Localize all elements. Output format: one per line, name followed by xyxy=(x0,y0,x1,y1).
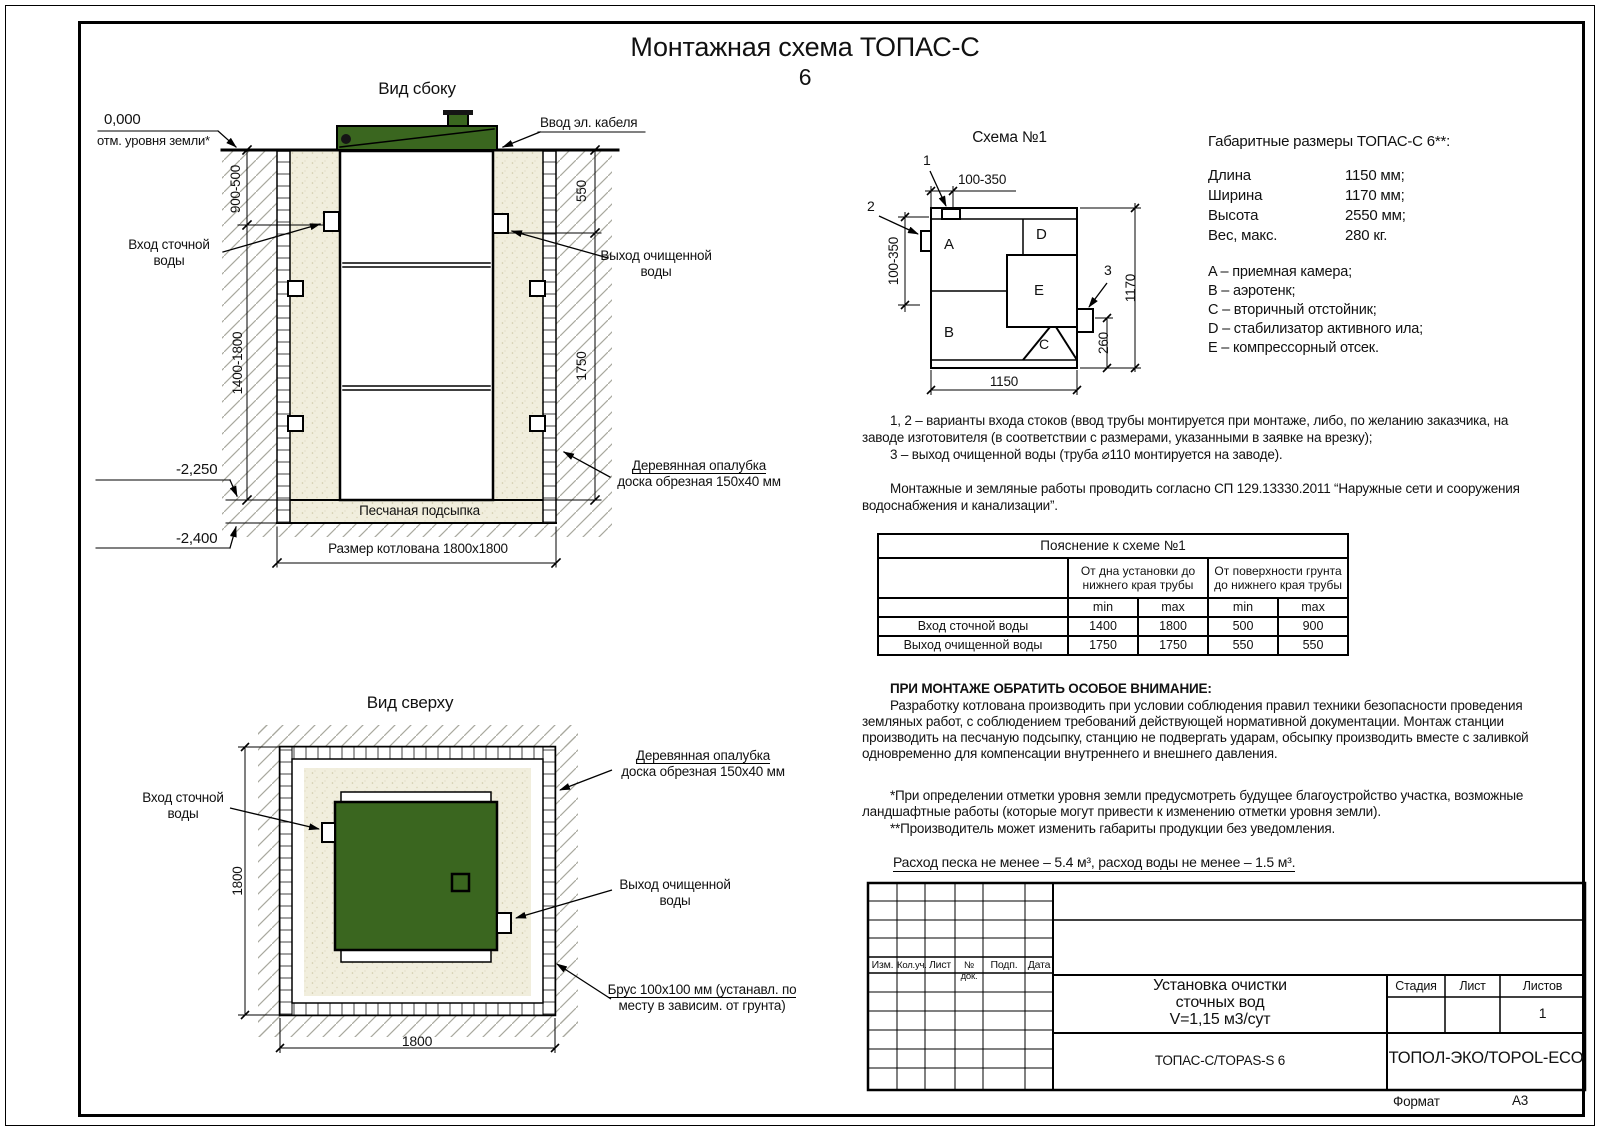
stamp-col-podp: Подп. xyxy=(990,959,1018,971)
legend-a: A – приемная камера; xyxy=(1208,264,1352,280)
mark-2400-label: -2,400 xyxy=(176,530,218,547)
formwork-right xyxy=(543,151,556,523)
outlet-port-top xyxy=(497,913,511,933)
timber-label: Брус 100х100 мм (устанавл. по месту в зависим. от грунта) xyxy=(607,982,797,1013)
attention-line1: Разработку котлована производить при условии соблюдения правил техники безопасности проведения xyxy=(890,698,1523,713)
formwork-left xyxy=(277,151,290,523)
footnote-line1: *При определении отметки уровня земли предусмотреть будущее благоустройство участка, возможные xyxy=(890,788,1524,803)
sheet-title-number: 6 xyxy=(798,64,812,90)
compartment-c-label: C xyxy=(1039,336,1049,352)
note2-line2: водоснабжения и канализации”. xyxy=(862,498,1058,513)
legend-b: B – аэротенк; xyxy=(1208,283,1296,299)
stamp-sheets-header: Листов xyxy=(1522,979,1563,993)
stamp-model: ТОПАС-С/TOPAS-S 6 xyxy=(1154,1053,1286,1068)
stamp-sheet-header: Лист xyxy=(1459,979,1486,993)
sheet-title: Монтажная схема ТОПАС-С xyxy=(630,32,980,62)
dims-block-title: Габаритные размеры ТОПАС-С 6**: xyxy=(1208,133,1451,150)
schema-port-2 xyxy=(921,231,931,251)
outlet-label: Выход очищенной воды xyxy=(600,248,712,279)
callout-1: 1 xyxy=(923,152,931,168)
dim-1400-1800: 1400-1800 xyxy=(230,331,246,395)
stamp-col-data: Дата xyxy=(1027,959,1051,971)
mark-2250-label: -2,250 xyxy=(176,461,218,478)
note2-line1: Монтажные и земляные работы проводить согласно СП 129.13330.2011 “Наружные сети и сооружения xyxy=(890,481,1520,496)
inlet-port-top xyxy=(322,823,335,842)
legend-d: D – стабилизатор активного ила; xyxy=(1208,321,1423,337)
vent-stub xyxy=(448,114,468,126)
schema-dim-right: 1170 xyxy=(1123,273,1139,303)
table-min2: min xyxy=(1208,598,1278,617)
stamp-col-ndok: № док. xyxy=(960,960,978,983)
stamp-col-izm: Изм. xyxy=(871,959,894,971)
doc-title-line2: сточных вод xyxy=(1175,994,1265,1011)
dim-row-length: Длина 1150 мм; xyxy=(1208,167,1405,184)
table-group2-header: От поверхности грунта до нижнего края трубы xyxy=(1208,558,1348,598)
tank-body xyxy=(340,151,493,500)
stamp-col-list: Лист xyxy=(928,959,951,971)
lid-knob xyxy=(341,134,351,144)
dim-row-weight: Вес, макс. 280 кг. xyxy=(1208,227,1388,244)
table-max1: max xyxy=(1138,598,1208,617)
note1-line1: 1, 2 – варианты входа стоков (ввод трубы монтируется при монтаже, либо, по желанию заказчика, на xyxy=(890,413,1509,428)
lid-hatch-square xyxy=(452,874,469,891)
dim-row-height: Высота 2550 мм; xyxy=(1208,207,1406,224)
stamp-company: ТОПОЛ-ЭКО/TOPOL-ECO xyxy=(1388,1049,1584,1067)
attention-line3: производить на песчаную подсыпку, станцию не подвергать ударам, обсыпку производить вместе с заливкой xyxy=(862,730,1529,745)
dim-1800-horizontal: 1800 xyxy=(401,1033,433,1049)
compartment-e-label: E xyxy=(1034,282,1044,299)
side-view-title: Вид сбоку xyxy=(378,79,456,98)
pit-size-label: Размер котлована 1800х1800 xyxy=(328,541,508,556)
table-min1: min xyxy=(1068,598,1138,617)
explanation-table xyxy=(877,533,1349,656)
consumption-note: Расход песка не менее – 5.4 м³, расход воды не менее – 1.5 м³. xyxy=(893,854,1296,870)
note1-line2: заводе изготовителя (в соответствии с размерами, указанными в заявке на врезку); xyxy=(862,430,1373,445)
schema-dim-bottom: 1150 xyxy=(989,374,1019,389)
stamp-stage-header: Стадия xyxy=(1395,979,1437,993)
formwork-label: Деревянная опалубка доска обрезная 150х40 мм xyxy=(617,458,781,489)
top-view-title: Вид сверху xyxy=(366,693,454,712)
compartment-d-label: D xyxy=(1036,226,1047,243)
footnote-line2: ландшафтные работы (которые могут привести к изменению отметки уровня земли). xyxy=(862,804,1381,819)
table-group1-header: От дна установки до нижнего края трубы xyxy=(1068,558,1208,598)
attention-line2: земляных работ, с соблюдением требований действующей нормативной документации. Монтаж станции xyxy=(862,714,1504,729)
outlet-label-top: Выход очищенной воды xyxy=(619,877,731,908)
schema-title: Схема №1 xyxy=(972,129,1047,146)
stamp-sheets-value: 1 xyxy=(1538,1005,1547,1021)
format-value: А3 xyxy=(1512,1093,1529,1108)
dim-900-500: 900-500 xyxy=(228,164,244,214)
zero-mark-label: 0,000 xyxy=(104,111,141,128)
ground-level-label: отм. уровня земли* xyxy=(97,133,210,148)
schema-port-1 xyxy=(942,209,960,219)
sand-bed-label: Песчаная подсыпка xyxy=(359,503,480,518)
side-view-drawing xyxy=(96,110,645,567)
schema-port-3 xyxy=(1077,309,1093,332)
outlet-port xyxy=(493,214,508,233)
dim-1800-vertical: 1800 xyxy=(230,866,246,896)
sand-backfill-right xyxy=(493,151,543,500)
inlet-port xyxy=(324,212,339,231)
compartment-a-label: A xyxy=(944,236,954,253)
doc-title-line1: Установка очистки xyxy=(1153,977,1287,994)
dim-1750: 1750 xyxy=(574,351,590,381)
dim-row-width: Ширина 1170 мм; xyxy=(1208,187,1405,204)
legend-c: C – вторичный отстойник; xyxy=(1208,302,1377,318)
footnote-line3: **Производитель может изменить габариты продукции без уведомления. xyxy=(890,821,1336,836)
attention-title: ПРИ МОНТАЖЕ ОБРАТИТЬ ОСОБОЕ ВНИМАНИЕ: xyxy=(890,681,1212,696)
cable-entry-label: Ввод эл. кабеля xyxy=(540,115,638,130)
sand-backfill-left xyxy=(290,151,340,500)
compartment-b-label: B xyxy=(944,324,954,341)
stamp-col-koluch: Кол.уч. xyxy=(897,960,927,971)
format-label: Формат xyxy=(1393,1094,1440,1109)
formwork-label-top: Деревянная опалубка доска обрезная 150х40 мм xyxy=(621,748,785,779)
table-title: Пояснение к схеме №1 xyxy=(878,534,1348,558)
schema-dim-outlet: 260 xyxy=(1096,332,1112,354)
callout-2: 2 xyxy=(867,198,875,214)
note1-line3: 3 – выход очищенной воды (труба ⌀110 монтируется на заводе). xyxy=(890,447,1283,462)
inlet-label: Вход сточной воды xyxy=(128,237,210,268)
callout-3: 3 xyxy=(1104,262,1112,278)
table-max2: max xyxy=(1278,598,1348,617)
table-row: Выход очищенной воды 1750 1750 550 550 xyxy=(878,636,1348,655)
earth-hatch-bottom xyxy=(277,523,556,537)
schema-dim-top: 100-350 xyxy=(958,172,1007,187)
dim-550: 550 xyxy=(574,180,590,202)
top-view-drawing xyxy=(230,725,612,1053)
legend-e: E – компрессорный отсек. xyxy=(1208,340,1379,356)
attention-line4: одновременно для компенсации внутреннего и внешнего давления. xyxy=(862,746,1278,761)
lid-top-view xyxy=(335,802,497,950)
schema-dim-left: 100-350 xyxy=(886,236,902,286)
doc-title-line3: V=1,15 м3/сут xyxy=(1169,1011,1271,1028)
table-row: Вход сточной воды 1400 1800 500 900 xyxy=(878,617,1348,636)
inlet-label-top: Вход сточной воды xyxy=(142,790,224,821)
